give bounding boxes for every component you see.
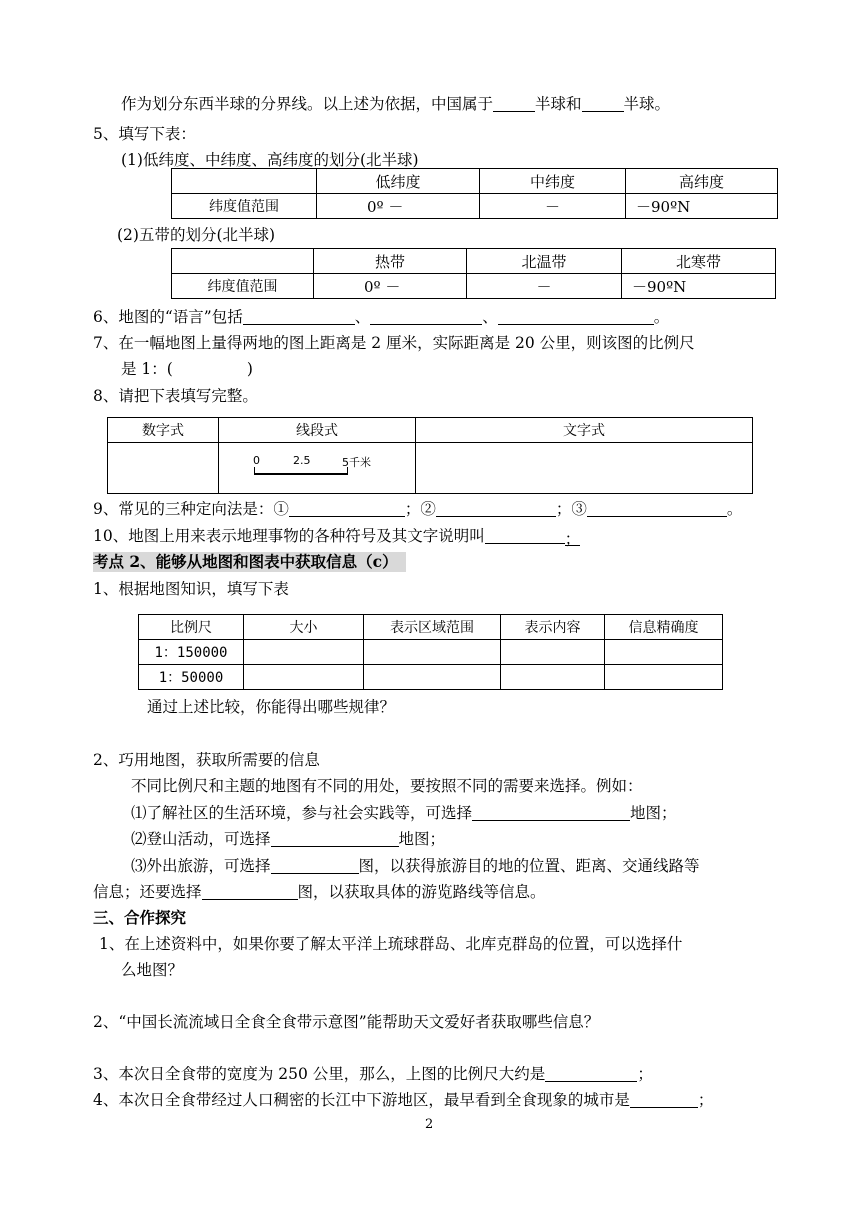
blank[interactable] [587,500,727,517]
text-line: 是 1：( ) [121,360,253,378]
blank[interactable] [472,804,630,821]
text-line: ⑶外出旅游，可选择 图，以获得旅游目的地的位置、距离、交通线路等 [131,857,700,875]
question-6: 6、地图的“语言”包括 、 、 。 [93,308,670,326]
blank[interactable] [271,830,399,847]
section-heading: 三、合作探究 [93,908,187,927]
text-line: 作为划分东西半球的分界线。以上述为依据，中国属于 半球和 半球。 [121,95,671,113]
blank[interactable] [493,95,535,112]
blank[interactable] [498,308,654,325]
text-line: ⑵登山活动，可选择 地图； [131,830,446,848]
question-4: 4、本次日全食带经过人口稠密的长江中下游地区，最早看到全食现象的城市是 ； [93,1091,714,1109]
text-line: ⑴了解社区的生活环境，参与社会实践等，可选择 地图； [131,804,677,822]
blank[interactable] [630,1091,698,1108]
question-2: 2、“中国长流流域日全食全食带示意图”能帮助天文爱好者获取哪些信息？ [93,1013,600,1031]
question-1: 1、在上述资料中，如果你要了解太平洋上琉球群岛、北库克群岛的位置，可以选择什 [99,935,683,953]
blank[interactable] [202,883,298,900]
blank[interactable] [370,308,482,325]
blank[interactable] [436,500,556,517]
blank[interactable] [485,527,565,544]
question-10: 10、地图上用来表示地理事物的各种符号及其文字说明叫 ； [93,527,581,548]
text-line: 通过上述比较，你能得出哪些规律？ [147,698,396,716]
question-1: 1、根据地图知识，填写下表 [93,580,289,598]
blank[interactable] [243,308,355,325]
blank[interactable] [545,1065,637,1082]
question-7: 7、在一幅地图上量得两地的图上距离是 2 厘米，实际距离是 20 公里，则该图的比例尺 [93,334,695,352]
scale-bar [254,467,348,475]
page-number: 2 [425,1117,434,1132]
blank[interactable] [582,95,624,112]
text-line: 不同比例尺和主题的地图有不同的用处，要按照不同的需要来选择。例如： [131,777,643,795]
zones-table: 热带 北温带 北寒带 纬度值范围 0º － － －90ºN [171,248,776,299]
question-2: 2、巧用地图，获取所需要的信息 [93,751,320,769]
latitude-table: 低纬度 中纬度 高纬度 纬度值范围 0º － － －90ºN [171,168,778,219]
question-9: 9、常见的三种定向法是：① ；② ；③ 。 [93,500,743,518]
subheading: (1)低纬度、中纬度、高纬度的划分(北半球) [121,151,419,169]
subheading: (2)五带的划分(北半球) [117,226,276,244]
text-line: 信息；还要选择 图，以获取具体的游览路线等信息。 [93,883,546,901]
scale-compare-table: 比例尺 大小 表示区域范围 表示内容 信息精确度 1：150000 1：50000 [138,614,723,690]
question-5: 5、填写下表： [93,125,196,143]
question-3: 3、本次日全食带的宽度为 250 公里，那么，上图的比例尺大约是 ； [93,1065,653,1083]
blank[interactable] [289,500,405,517]
question-8: 8、请把下表填写完整。 [93,387,258,405]
text-line: 么地图？ [121,961,184,979]
scale-table: 数字式 线段式 文字式 0 2.5 5千米 [107,417,753,494]
line-scale: 0 2.5 5千米 [219,443,416,494]
blank[interactable] [271,857,359,874]
section-heading: 考点 2、能够从地图和图表中获取信息（c） [93,552,406,572]
